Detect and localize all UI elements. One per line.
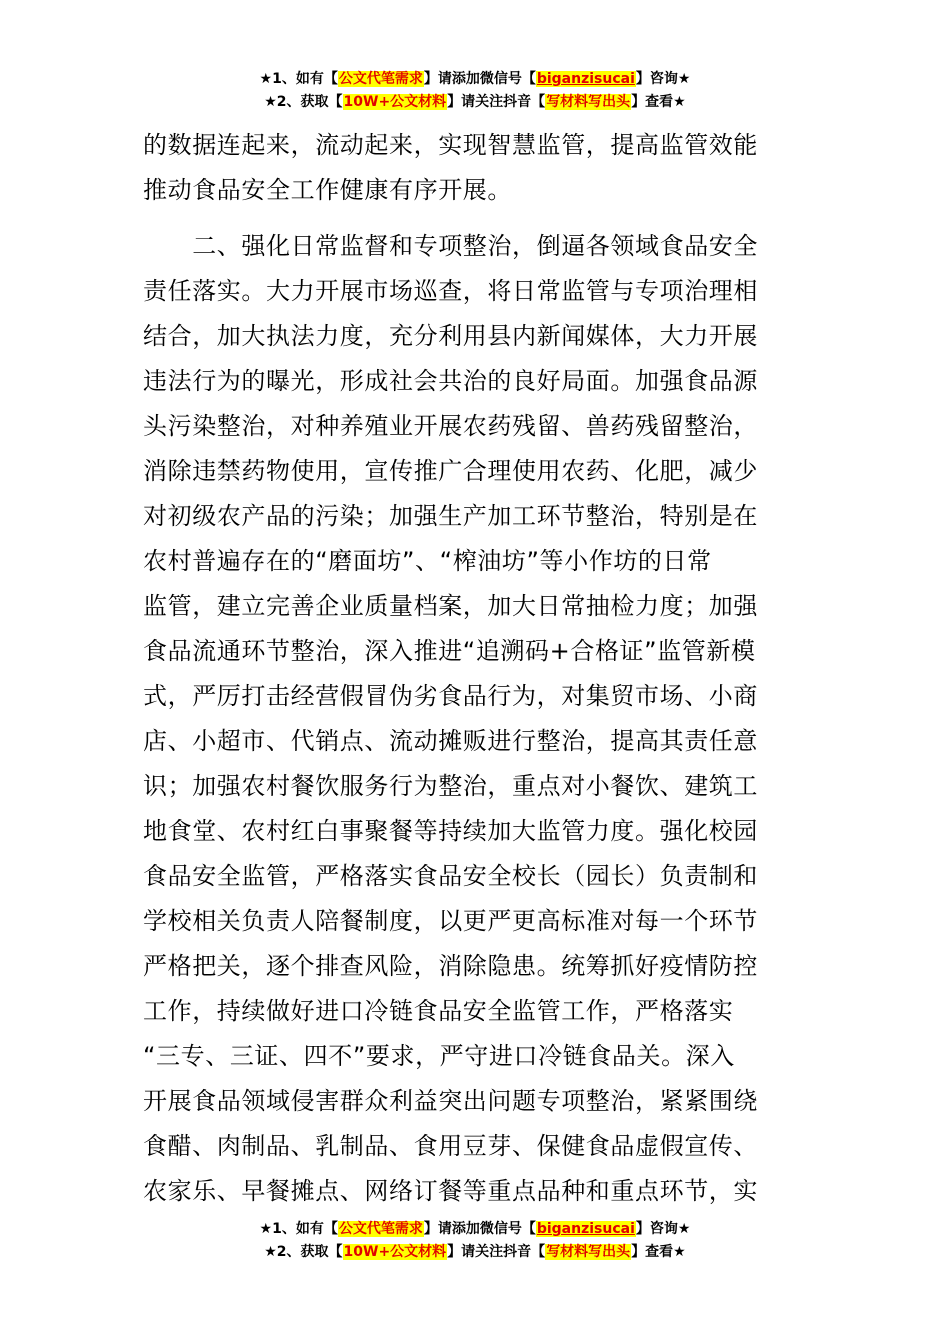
promo-materials-highlight: 10W+公文材料 (343, 94, 447, 110)
text-line: 头污染整治，对种养殖业开展农药残留、兽药残留整治， (143, 412, 758, 440)
text-line: 二、强化日常监督和专项整治，倒逼各领域食品安全 (143, 232, 758, 260)
douyin-account-highlight: 写材料写出头 (546, 1244, 631, 1260)
promo-line-2-suffix: 】查看★ (631, 1244, 686, 1260)
text-line: 对初级农产品的污染；加强生产加工环节整治，特别是在 (143, 502, 758, 530)
text-line: 食品流通环节整治，深入推进“追溯码+合格证”监管新模 (143, 637, 756, 665)
promo-line-1-prefix: ★1、如有【 (259, 71, 338, 87)
promo-line-1-middle: 】请添加微信号【 (423, 71, 536, 87)
bottom-promo-banner (0, 1218, 950, 1264)
wechat-id-link[interactable]: biganzisucai (536, 71, 635, 87)
promo-line-1-suffix: 】咨询★ (635, 71, 691, 87)
promo-line-1-suffix: 】咨询★ (635, 1221, 691, 1237)
text-line: 开展食品领域侵害群众利益突出问题专项整治，紧紧围绕 (143, 1087, 758, 1115)
promo-line-2-suffix: 】查看★ (631, 94, 686, 110)
promo-service-highlight: 公文代笔需求 (338, 1221, 423, 1237)
text-line: 严格把关，逐个排查风险，消除隐患。统筹抓好疫情防控 (143, 952, 758, 980)
text-line: 消除违禁药物使用，宣传推广合理使用农药、化肥，减少 (143, 457, 758, 485)
text-line: 式，严厉打击经营假冒伪劣食品行为，对集贸市场、小商 (143, 682, 758, 710)
wechat-id-link[interactable]: biganzisucai (536, 1221, 635, 1237)
text-line: 店、小超市、代销点、流动摊贩进行整治，提高其责任意 (143, 727, 758, 755)
text-line: 违法行为的曝光，形成社会共治的良好局面。加强食品源 (143, 367, 758, 395)
promo-materials-highlight: 10W+公文材料 (343, 1244, 447, 1260)
text-line: 学校相关负责人陪餐制度，以更严更高标准对每一个环节 (143, 907, 758, 935)
text-line: 农家乐、早餐摊点、网络订餐等重点品种和重点环节，实 (143, 1177, 758, 1205)
text-line: 责任落实。大力开展市场巡查，将日常监管与专项治理相 (143, 277, 758, 305)
text-line: 食醋、肉制品、乳制品、食用豆芽、保健食品虚假宣传、 (143, 1132, 758, 1160)
text-line: 结合，加大执法力度，充分利用县内新闻媒体，大力开展 (143, 322, 758, 350)
text-line: 农村普遍存在的“磨面坊”、“榨油坊”等小作坊的日常 (143, 547, 712, 575)
promo-line-1-middle: 】请添加微信号【 (423, 1221, 536, 1237)
text-line: 的数据连起来，流动起来，实现智慧监管，提高监管效能 (143, 131, 758, 159)
promo-line-2-prefix: ★2、获取【 (264, 94, 343, 110)
douyin-account-highlight: 写材料写出头 (546, 94, 631, 110)
text-line: 推动食品安全工作健康有序开展。 (143, 176, 512, 204)
promo-line-1 (0, 68, 950, 91)
promo-line-2 (0, 1241, 950, 1264)
top-promo-banner (0, 68, 950, 114)
promo-line-2-middle: 】请关注抖音【 (447, 94, 546, 110)
text-line: 识；加强农村餐饮服务行为整治，重点对小餐饮、建筑工 (143, 772, 758, 800)
text-line: 食品安全监管，严格落实食品安全校长（园长）负责制和 (143, 862, 758, 890)
promo-line-1-prefix: ★1、如有【 (259, 1221, 338, 1237)
text-line: 监管，建立完善企业质量档案，加大日常抽检力度；加强 (143, 592, 758, 620)
promo-service-highlight: 公文代笔需求 (338, 71, 423, 87)
text-line: 工作，持续做好进口冷链食品安全监管工作，严格落实 (143, 997, 734, 1025)
text-line: 地食堂、农村红白事聚餐等持续加大监管力度。强化校园 (143, 817, 758, 845)
promo-line-1 (0, 1218, 950, 1241)
promo-line-2 (0, 91, 950, 114)
promo-line-2-prefix: ★2、获取【 (264, 1244, 343, 1260)
text-line: “三专、三证、四不”要求，严守进口冷链食品关。深入 (143, 1042, 735, 1070)
promo-line-2-middle: 】请关注抖音【 (447, 1244, 546, 1260)
